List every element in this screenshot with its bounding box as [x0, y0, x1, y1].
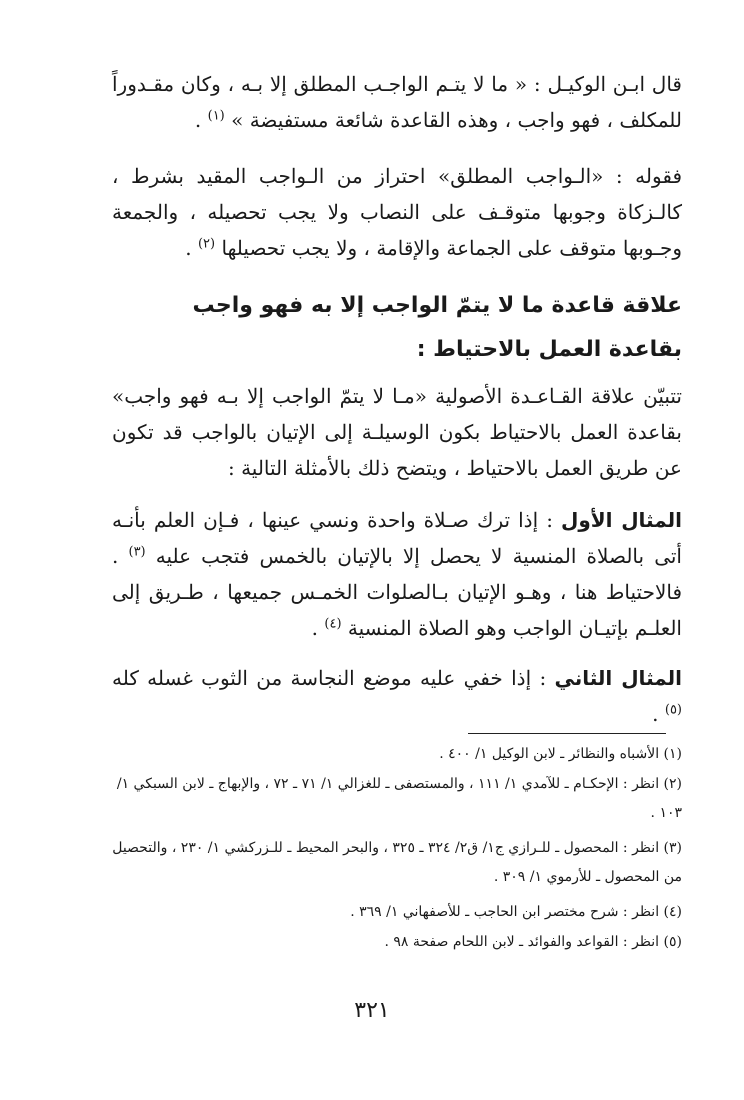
punctuation: .: [652, 702, 665, 726]
footnote-3: (٣) انظر : المحصول ـ للـرازي ج١/ ق٢/ ٣٢٤ ـ ٣٢٥ ، والبحر المحيط ـ للـزركشي ١/ ٢٣٠ ، والتحصيل من المحصول ـ للأرموي ١/ ٣٠٩ .: [112, 840, 682, 885]
page-number: ٣٢١: [354, 998, 390, 1023]
paragraph-example-2: [112, 660, 682, 732]
footnote-4: (٤) انظر : شرح مختصر ابن الحاجب ـ للأصفهاني ١/ ٣٦٩ .: [350, 904, 682, 920]
section-heading: علاقة قاعدة ما لا يتمّ الواجب إلا به فهو واجب بقاعدة العمل بالاحتياط :: [192, 293, 682, 362]
footnote-ref-4: (٤): [324, 616, 342, 632]
example-1-label: المثال الأول: [561, 508, 682, 532]
footnote-ref-3: (٣): [128, 544, 146, 560]
paragraph-text: . فالاحتياط هنا ، وهـو الإتيان بـالصلوات الخمـس جميعها ، طـريق إلى العلـم بإتيـان الواجب وهو الصلاة المنسية: [112, 544, 682, 640]
paragraph-text: قال ابـن الوكيـل : « ما لا يتـم الواجـب المطلق إلا بـه ، وكان مقـدوراً للمكلف ، فهو واجب ، وهذه القاعدة شائعة مستفيضة »: [112, 72, 682, 132]
paragraph-absolute-obligation: [112, 158, 682, 266]
paragraph-text: : إذا خفي عليه موضع النجاسة من الثوب غسله كله: [112, 666, 555, 690]
footnote-ref-1: (١): [207, 108, 225, 124]
paragraph-text: فقوله : «الـواجب المطلق» احتراز من الـواجب المقيد بشرط ، كالـزكاة وجوبها متوقـف على النصاب ولا يجب تحصيله ، والجمعة وجـوبها متوقف على الجماعة والإقامة ، ولا يجب تحصيلها: [112, 164, 682, 260]
paragraph-ibn-alwakil-quote: [112, 66, 682, 138]
punctuation: .: [311, 616, 325, 640]
footnote-ref-5: (٥): [664, 702, 682, 718]
footnote-divider: [468, 733, 666, 734]
paragraph-example-1: [112, 502, 682, 646]
footnote-5: (٥) انظر : القواعد والفوائد ـ لابن اللحام صفحة ٩٨ .: [384, 934, 682, 950]
punctuation: .: [185, 236, 198, 260]
paragraph-relation: [112, 378, 682, 486]
punctuation: .: [194, 108, 208, 132]
paragraph-text: تتبيّن علاقة القـاعـدة الأصولية «مـا لا يتمّ الواجب إلا بـه فهو واجب» بقاعدة العمل بالاحتياط بكون الوسيلـة إلى الإتيان بالواجب قد تكون عن طريق العمل بالاحتياط ، ويتضح ذلك بالأمثلة التالية :: [112, 384, 682, 480]
paragraph-text: : إذا ترك صـلاة واحدة ونسي عينها ، فـإن العلم بأنـه أتى بالصلاة المنسية لا يحصل إلا بالإتيان بالخمس فتجب عليه: [112, 508, 682, 568]
example-2-label: المثال الثاني: [554, 666, 683, 690]
footnote-ref-2: (٢): [197, 236, 216, 252]
footnote-1: (١) الأشباه والنظائر ـ لابن الوكيل ١/ ٤٠٠ .: [439, 746, 682, 762]
footnote-2: (٢) انظر : الإحكـام ـ للآمدي ١/ ١١١ ، والمستصفى ـ للغزالي ١/ ٧١ ـ ٧٢ ، والإبهاج ـ لابن السبكي ١/ ١٠٣ .: [116, 776, 682, 821]
